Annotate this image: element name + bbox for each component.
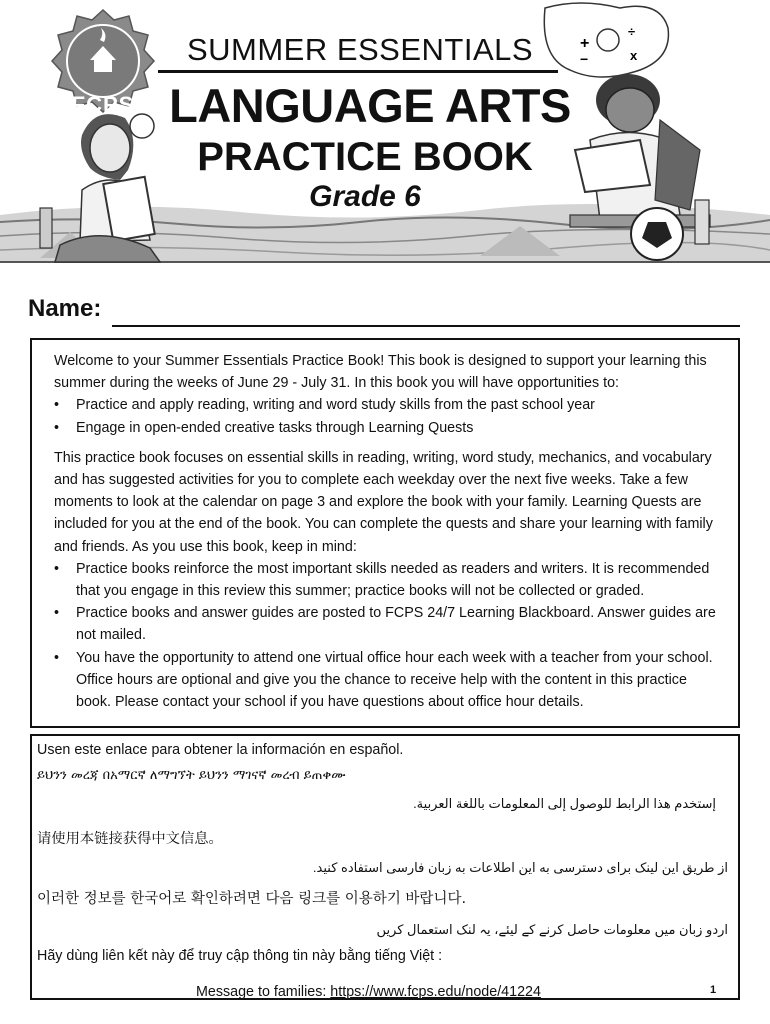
logo-text: FCPS — [71, 92, 135, 117]
urdu-link-text[interactable]: اردو زبان میں معلومات حاصل کرنے کے لیئے، یہ لنک استعمال کریں — [376, 922, 728, 937]
welcome-body: This practice book focuses on essential skills in reading, writing, word study, mechanics, and vocabulary and has suggested activities for you to complete each weekday over the next five weeks. Take a few moments to look at the calendar on page 3 and explore the book with your family. Learning Quests are included for you at the end of the book. You can complete the quests and share your learning with family and friends. As you use this book, keep in mind: — [54, 449, 713, 555]
list-item: • Practice books reinforce the most important skills needed as readers and writers. It is recommended that you engage in this review this summer; practice books will not be collected or graded. — [54, 558, 724, 602]
svg-text:+: + — [580, 35, 590, 52]
list-item: • Practice books and answer guides are posted to FCPS 24/7 Learning Blackboard. Answer guides are not mailed. — [54, 602, 724, 646]
series-title: SUMMER ESSENTIALS — [186, 32, 534, 67]
arabic-link-text[interactable]: إستخدم هذا الرابط للوصول إلى المعلومات باللغة العربية. — [413, 796, 716, 811]
farsi-link-text[interactable]: از طریق این لینک برای دسترسی به این اطلاعات به زبان فارسی استفاده کنید. — [312, 860, 728, 875]
name-input-line[interactable] — [112, 325, 740, 327]
svg-text:−: − — [580, 51, 589, 67]
welcome-box — [30, 338, 740, 728]
page-number: 1 — [710, 984, 717, 996]
korean-link-text[interactable]: 이러한 정보를 한국어로 확인하려면 다음 링크를 이용하기 바랍니다. — [37, 891, 467, 907]
family-message — [196, 984, 541, 1000]
intro-bullet-list — [54, 394, 724, 438]
name-label: Name: — [28, 295, 102, 322]
vietnamese-link-text[interactable]: Hãy dùng liên kết này để truy cập thông tin này bằng tiếng Việt : — [37, 948, 443, 964]
spanish-link-text[interactable]: Usen este enlace para obtener la información en español. — [37, 742, 404, 758]
language-links-box — [30, 734, 740, 1000]
chinese-link-text[interactable]: 请使用本链接获得中文信息。 — [37, 831, 223, 847]
svg-text:÷: ÷ — [628, 24, 636, 39]
amharic-link-text[interactable]: ይህንን መረጃ በአማርኛ ለማግኘት ይህንን ማገናኛ መረብ ይጠቀሙ — [37, 768, 346, 783]
subject-title: LANGUAGE ARTS — [169, 79, 571, 132]
list-item: • Practice and apply reading, writing and word study skills from the past school year — [54, 394, 724, 416]
list-item: • You have the opportunity to attend one virtual office hour each week with a teacher from your school. Office hours are optional and give you the chance to receive help with the content in this practice book. Please contact your school if you have questions about office hour details. — [54, 647, 724, 714]
family-message-link[interactable]: https://www.fcps.edu/node/41224 — [330, 984, 541, 1000]
title-divider — [158, 70, 558, 73]
grade-label: Grade 6 — [309, 180, 421, 213]
book-title: PRACTICE BOOK — [197, 135, 533, 179]
welcome-intro: Welcome to your Summer Essentials Practice Book! This book is designed to support your learning this summer during the weeks of June 29 - July 31. In this book you will have opportunities to: — [54, 353, 707, 392]
family-message-label: Message to families: — [196, 984, 327, 1000]
svg-text:x: x — [630, 48, 638, 63]
body-bullet-list — [54, 558, 724, 713]
list-item: • Engage in open-ended creative tasks through Learning Quests — [54, 417, 724, 439]
